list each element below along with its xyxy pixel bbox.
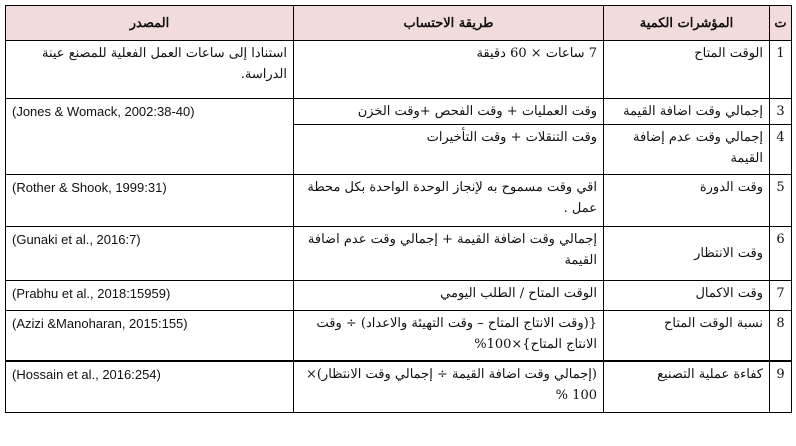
- source-cell: (Prabhu et al., 2018:15959): [6, 281, 294, 311]
- header-num: ت: [770, 6, 792, 41]
- indicator-cell: وقت الانتظار: [604, 227, 770, 281]
- method-cell: 7 ساعات × 60 دقيقة: [294, 41, 604, 99]
- row-num: 3: [770, 99, 792, 125]
- header-row: [6, 6, 792, 41]
- method-cell: إجمالي وقت اضافة القيمة + إجمالي وقت عدم اضافة القيمة: [294, 227, 604, 281]
- indicators-table: [5, 5, 792, 413]
- method-cell: وقت العمليات + وقت الفحص +وقت الخزن: [294, 99, 604, 125]
- row-num: 5: [770, 175, 792, 227]
- header-method: طريقة الاحتساب: [294, 6, 604, 41]
- row-num: 7: [770, 281, 792, 311]
- header-source: المصدر: [6, 6, 294, 41]
- table-row: [6, 99, 792, 125]
- table-row: [6, 361, 792, 413]
- table-row: [6, 227, 792, 281]
- indicator-cell: وقت الاكمال: [604, 281, 770, 311]
- row-num: 6: [770, 227, 792, 281]
- method-cell: {(وقت الانتاج المتاح – وقت التهيئة والاعداد) ÷ وقت الانتاج المتاح}×100%: [294, 311, 604, 361]
- source-cell: (Hossain et al., 2016:254): [6, 361, 294, 413]
- method-cell: اقي وقت مسموح به لإنجاز الوحدة الواحدة بكل محطة عمل .: [294, 175, 604, 227]
- source-cell: (Jones & Womack, 2002:38-40): [6, 99, 294, 175]
- table-row: [6, 175, 792, 227]
- row-num: 1: [770, 41, 792, 99]
- indicator-cell: كفاءة عملية التصنيع: [604, 361, 770, 413]
- method-cell: الوقت المتاح / الطلب اليومي: [294, 281, 604, 311]
- row-num: 8: [770, 311, 792, 361]
- indicator-cell: الوقت المتاح: [604, 41, 770, 99]
- source-cell: استنادا إلى ساعات العمل الفعلية للمصنع عينة الدراسة.: [6, 41, 294, 99]
- table-row: [6, 311, 792, 361]
- indicator-cell: إجمالي وقت اضافة القيمة: [604, 99, 770, 125]
- row-num: 9: [770, 361, 792, 413]
- method-cell: وقت التنقلات + وقت التأخيرات: [294, 125, 604, 175]
- table-row: [6, 41, 792, 99]
- source-cell: (Rother & Shook, 1999:31): [6, 175, 294, 227]
- table-row: [6, 281, 792, 311]
- method-cell: (إجمالي وقت اضافة القيمة ÷ إجمالي وقت الانتظار)× 100 %: [294, 361, 604, 413]
- source-cell: (Azizi &Manoharan, 2015:155): [6, 311, 294, 361]
- indicator-cell: وقت الدورة: [604, 175, 770, 227]
- row-num: 4: [770, 125, 792, 175]
- source-cell: (Gunaki et al., 2016:7): [6, 227, 294, 281]
- header-indicator: المؤشرات الكمية: [604, 6, 770, 41]
- indicator-cell: إجمالي وقت عدم إضافة القيمة: [604, 125, 770, 175]
- indicator-cell: نسبة الوقت المتاح: [604, 311, 770, 361]
